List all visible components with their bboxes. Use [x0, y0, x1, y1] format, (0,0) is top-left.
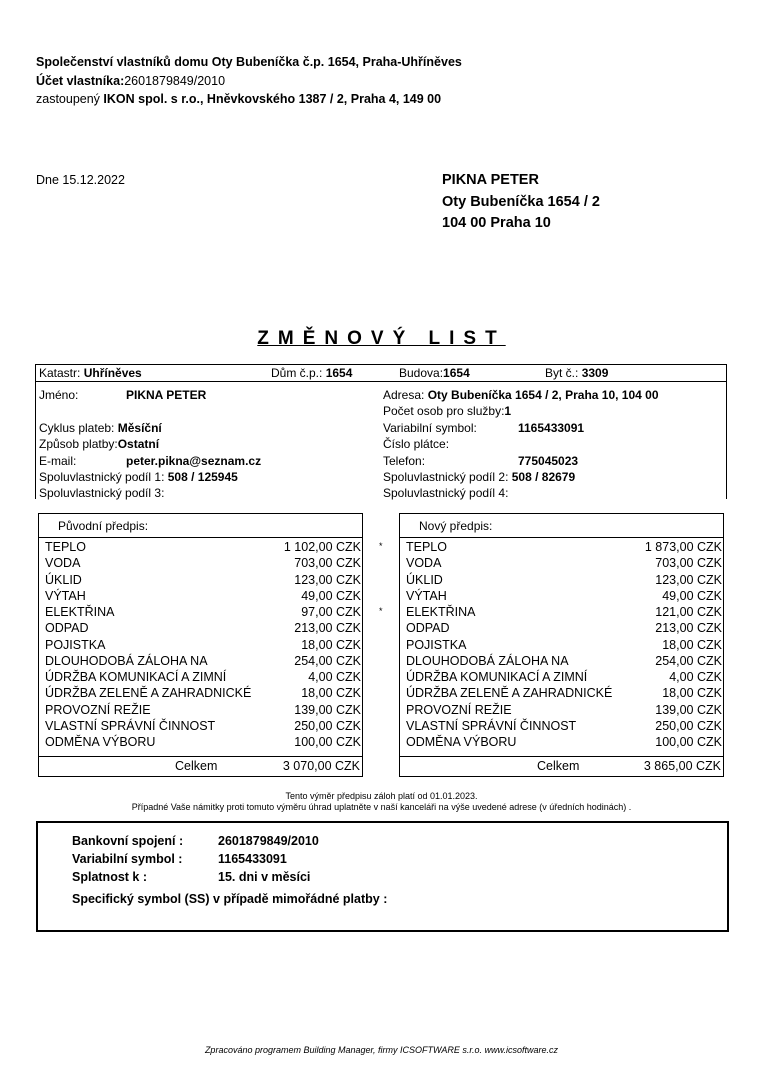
zpusob-label: Způsob platby:	[39, 437, 118, 451]
account-value: 2601879849/2010	[124, 74, 226, 88]
table-row	[45, 653, 363, 669]
item-name: ODMĚNA VÝBORU	[406, 735, 517, 749]
document-date: Dne 15.12.2022	[36, 173, 125, 187]
table-row	[45, 620, 363, 636]
item-value: 213,00 CZK	[655, 621, 722, 636]
item-name: POJISTKA	[45, 637, 106, 652]
budova-value: 1654	[443, 366, 470, 380]
cyklus-value: Měsíční	[117, 421, 162, 435]
item-value: 254,00 CZK	[294, 653, 361, 668]
item-value: 49,00 CZK	[662, 588, 722, 603]
item-name: VLASTNÍ SPRÁVNÍ ČINNOST	[406, 718, 577, 733]
account-line	[36, 74, 225, 88]
footer: Zpracováno programem Building Manager, firmy ICSOFTWARE s.r.o. www.icsoftware.cz	[204, 1045, 559, 1055]
table-row	[45, 734, 363, 750]
item-name: VÝTAH	[45, 588, 86, 603]
recipient-street: Oty Bubeníčka 1654 / 2	[442, 194, 600, 210]
item-value: 213,00 CZK	[294, 621, 361, 636]
item-name: VODA	[406, 556, 442, 571]
ss-label: Specifický symbol (SS) v případě mimořádné platby :	[72, 892, 388, 906]
pocet-value: 1	[504, 404, 512, 418]
item-name: ODMĚNA VÝBORU	[45, 735, 156, 749]
item-name: DLOUHODOBÁ ZÁLOHA NA	[45, 653, 208, 668]
item-value: 121,00 CZK	[655, 605, 722, 619]
table-row	[45, 604, 363, 620]
item-value: 97,00 CZK	[301, 605, 361, 619]
recipient-name: PIKNA PETER	[442, 172, 539, 188]
table-row	[406, 588, 724, 604]
owner-line: Společenství vlastníků domu Oty Bubeníčka č.p. 1654, Praha-Uhříněves	[36, 55, 462, 69]
byt-value: 3309	[581, 366, 609, 380]
table-row	[406, 539, 724, 555]
table-row	[45, 637, 363, 653]
info-block	[35, 364, 727, 499]
podil2-value: 508 / 82679	[511, 470, 576, 484]
item-name: ÚKLID	[45, 572, 82, 587]
item-value: 139,00 CZK	[655, 702, 722, 717]
item-name: TEPLO	[406, 540, 447, 554]
item-value: 703,00 CZK	[655, 556, 722, 571]
jmeno-label: Jméno:	[39, 388, 79, 402]
podil3-label: Spoluvlastnický podíl 3:	[39, 486, 165, 500]
telefon-label: Telefon:	[383, 454, 426, 468]
change-marker: *	[379, 541, 383, 551]
page-title: ZMĚNOVÝ LIST	[257, 328, 506, 349]
item-name: VODA	[45, 556, 81, 571]
due-value: 15. dni v měsíci	[218, 870, 311, 884]
table-row	[406, 555, 724, 571]
item-name: ELEKTŘINA	[45, 605, 115, 619]
table-row	[406, 702, 724, 718]
dum-label: Dům č.p.:	[271, 366, 323, 380]
valid-from-note: Tento výměr předpisu záloh platí od 01.01.2023.	[285, 791, 478, 801]
item-name: ÚDRŽBA KOMUNIKACÍ A ZIMNÍ	[45, 670, 227, 684]
jmeno-value: PIKNA PETER	[126, 388, 207, 402]
podil1-label: Spoluvlastnický podíl 1:	[39, 470, 165, 484]
adresa-value: Oty Bubeníčka 1654 / 2, Praha 10, 104 00	[427, 388, 659, 402]
item-name: DLOUHODOBÁ ZÁLOHA NA	[406, 653, 569, 668]
table-row	[45, 718, 363, 734]
item-value: 250,00 CZK	[294, 718, 361, 733]
item-name: ODPAD	[45, 621, 89, 636]
item-value: 139,00 CZK	[294, 702, 361, 717]
table-row	[45, 669, 363, 685]
table-row	[45, 685, 363, 701]
table-row	[406, 637, 724, 653]
item-name: PROVOZNÍ REŽIE	[406, 702, 512, 717]
item-name: ÚDRŽBA ZELENĚ A ZAHRADNICKÉ	[45, 686, 252, 701]
item-value: 18,00 CZK	[301, 686, 361, 701]
objections-note: Případné Vaše námitky proti tomuto výměru úhrad uplatněte v naší kanceláři na výše uvedené adrese (v úředních hodinách) .	[131, 802, 632, 812]
podil1-value: 508 / 125945	[167, 470, 238, 484]
budova-label: Budova:	[399, 366, 444, 380]
item-value: 1 873,00 CZK	[644, 540, 722, 554]
old-total-label: Celkem	[175, 759, 218, 773]
table-row	[406, 653, 724, 669]
old-total-value: 3 070,00 CZK	[282, 759, 360, 773]
new-total-label: Celkem	[537, 759, 580, 773]
bank-value: 2601879849/2010	[218, 834, 319, 848]
byt-label: Byt č.:	[545, 366, 579, 380]
item-name: ÚDRŽBA ZELENĚ A ZAHRADNICKÉ	[406, 686, 613, 701]
item-value: 1 102,00 CZK	[283, 540, 361, 554]
due-label: Splatnost k :	[72, 870, 148, 884]
old-table-heading: Původní předpis:	[58, 519, 149, 533]
item-value: 4,00 CZK	[308, 670, 361, 684]
item-value: 100,00 CZK	[655, 735, 722, 749]
telefon-value: 775045023	[518, 454, 579, 468]
table-row	[45, 588, 363, 604]
bank-block	[36, 821, 729, 932]
bank-label: Bankovní spojení :	[72, 834, 184, 848]
account-label: Účet vlastníka:	[36, 74, 125, 88]
vs-value: 1165433091	[518, 421, 585, 435]
dum-value: 1654	[325, 366, 353, 380]
adresa-label: Adresa:	[383, 388, 425, 402]
table-row	[406, 734, 724, 750]
item-value: 254,00 CZK	[655, 653, 722, 668]
item-value: 18,00 CZK	[301, 637, 361, 652]
katastr-label: Katastr:	[39, 366, 81, 380]
table-row	[406, 718, 724, 734]
item-name: ÚDRŽBA KOMUNIKACÍ A ZIMNÍ	[406, 670, 588, 684]
podil2-label: Spoluvlastnický podíl 2:	[383, 470, 509, 484]
represented-label: zastoupený	[36, 92, 100, 106]
recipient-city: 104 00 Praha 10	[442, 215, 551, 231]
new-table-heading: Nový předpis:	[419, 519, 493, 533]
item-value: 100,00 CZK	[294, 735, 361, 749]
represented-value: IKON spol. s r.o., Hněvkovského 1387 / 2, Praha 4, 149 00	[103, 92, 442, 106]
bank-vs-label: Variabilní symbol :	[72, 852, 183, 866]
item-value: 250,00 CZK	[655, 718, 722, 733]
zpusob-value: Ostatní	[117, 437, 160, 451]
table-row	[45, 555, 363, 571]
item-name: TEPLO	[45, 540, 86, 554]
old-prescription-table	[38, 513, 363, 777]
item-value: 18,00 CZK	[662, 637, 722, 652]
item-name: VÝTAH	[406, 588, 447, 603]
table-row	[406, 685, 724, 701]
item-value: 4,00 CZK	[669, 670, 722, 684]
table-row	[406, 669, 724, 685]
change-marker: *	[379, 606, 383, 616]
pocet-label: Počet osob pro služby:	[383, 404, 505, 418]
item-name: POJISTKA	[406, 637, 467, 652]
vs-label: Variabilní symbol:	[383, 421, 477, 435]
new-prescription-table	[399, 513, 724, 777]
item-value: 123,00 CZK	[655, 572, 722, 587]
table-row	[406, 604, 724, 620]
item-name: VLASTNÍ SPRÁVNÍ ČINNOST	[45, 718, 216, 733]
table-row	[45, 539, 363, 555]
item-value: 123,00 CZK	[294, 572, 361, 587]
cislo-label: Číslo plátce:	[383, 437, 450, 451]
bank-vs-value: 1165433091	[218, 852, 287, 866]
katastr-value: Uhříněves	[83, 366, 142, 380]
item-value: 49,00 CZK	[301, 588, 361, 603]
table-row	[406, 572, 724, 588]
item-name: PROVOZNÍ REŽIE	[45, 702, 151, 717]
item-name: ELEKTŘINA	[406, 605, 476, 619]
item-value: 18,00 CZK	[662, 686, 722, 701]
item-name: ÚKLID	[406, 572, 443, 587]
email-label: E-mail:	[39, 454, 77, 468]
email-value: peter.pikna@seznam.cz	[126, 454, 262, 468]
item-name: ODPAD	[406, 621, 450, 636]
cyklus-label: Cyklus plateb:	[39, 421, 115, 435]
item-value: 703,00 CZK	[294, 556, 361, 571]
new-total-value: 3 865,00 CZK	[643, 759, 721, 773]
podil4-label: Spoluvlastnický podíl 4:	[383, 486, 509, 500]
table-row	[45, 702, 363, 718]
represented-line	[36, 92, 441, 106]
table-row	[406, 620, 724, 636]
table-row	[45, 572, 363, 588]
